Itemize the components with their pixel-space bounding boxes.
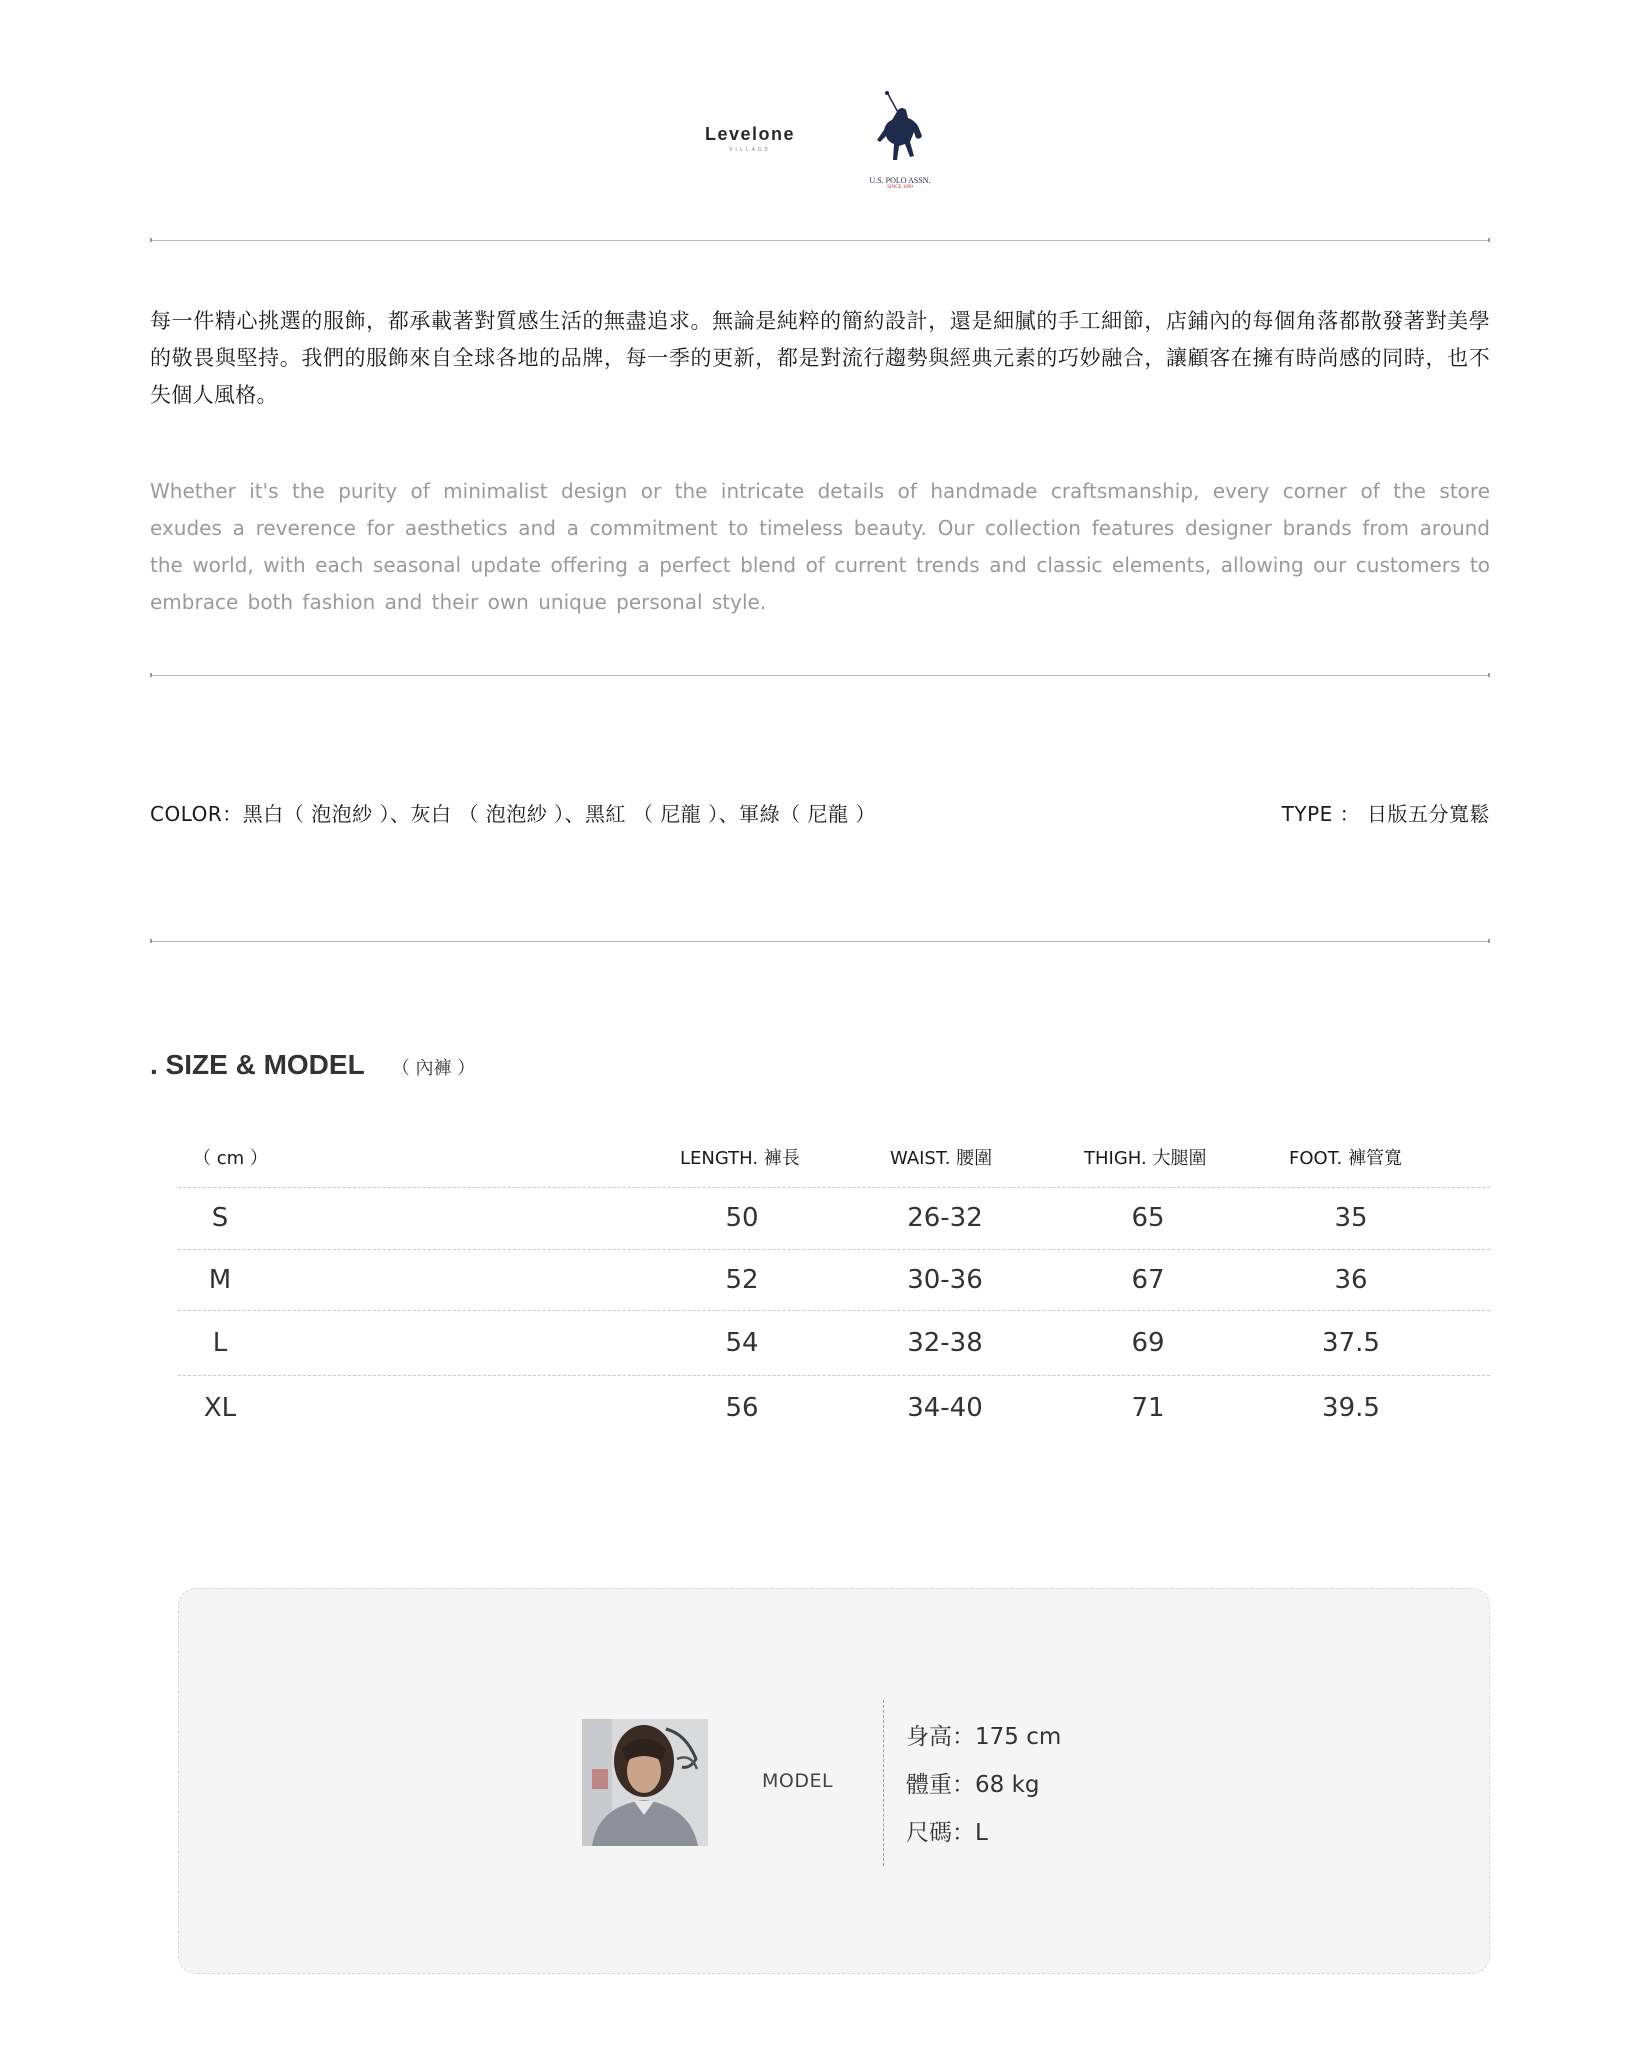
product-type: TYPE ： 日版五分寬鬆	[1281, 802, 1490, 826]
waist-cell: 26-32	[907, 1203, 983, 1233]
table-divider	[178, 1249, 1490, 1250]
table-divider	[178, 1310, 1490, 1311]
size-cell: S	[211, 1203, 229, 1233]
intro-english: Whether it's the purity of minimalist design or the intricate details of handmade craftsmanship, every corner of the store exudes a reverence for aesthetics and a commitment to timeless beauty. Our collection features designer brands from around the world, with each seasonal update offering a perfect blend of current trends and classic elements, allowing our customers to embrace both fashion and their own unique personal style.	[150, 479, 1490, 614]
col-thigh: THIGH. 大腿圍	[1084, 1148, 1207, 1169]
waist-cell: 30-36	[907, 1265, 983, 1295]
model-height: 身高：175 cm	[906, 1724, 1062, 1750]
model-divider	[883, 1700, 884, 1866]
divider	[150, 240, 1490, 241]
col-waist: WAIST. 腰圍	[890, 1148, 993, 1169]
color-options: COLOR：黑白（ 泡泡紗 ）、灰白 （ 泡泡紗 ）、黑紅 （ 尼龍 ）、軍綠（ 尼龍 ）	[150, 802, 876, 826]
model-weight: 體重：68 kg	[906, 1772, 1040, 1798]
size-heading	[150, 1049, 475, 1081]
model-photo	[582, 1719, 708, 1846]
model-size: 尺碼：L	[906, 1820, 988, 1846]
thigh-cell: 69	[1131, 1328, 1165, 1358]
polo-logo-text: U.S. POLO ASSN.	[869, 176, 931, 185]
foot-cell: 39.5	[1322, 1393, 1380, 1423]
intro-chinese: 每一件精心挑選的服飾，都承載著對質感生活的無盡追求。無論是純粹的簡約設計，還是細膩的手工細節，店鋪內的每個角落都散發著對美學的敬畏與堅持。我們的服飾來自全球各地的品牌，每一季的更新，都是對流行趨勢與經典元素的巧妙融合，讓顧客在擁有時尚感的同時，也不失個人風格。	[150, 309, 1490, 407]
waist-cell: 32-38	[907, 1328, 983, 1358]
length-cell: 52	[725, 1265, 759, 1295]
size-cell: XL	[203, 1393, 237, 1423]
size-cell: M	[208, 1265, 232, 1295]
table-divider	[178, 1375, 1490, 1376]
waist-cell: 34-40	[907, 1393, 983, 1423]
col-length: LENGTH. 褲長	[680, 1148, 800, 1169]
levelone-logo-text: Levelone	[704, 124, 796, 144]
size-subtitle: （ 內褲 ）	[391, 1058, 476, 1079]
levelone-logo	[690, 124, 810, 153]
size-cell: L	[212, 1328, 228, 1358]
divider	[150, 941, 1490, 942]
length-cell: 54	[725, 1328, 759, 1358]
polo-logo-since: SINCE 1890	[887, 185, 913, 190]
model-card	[178, 1588, 1490, 1974]
foot-cell: 35	[1334, 1203, 1368, 1233]
table-divider	[178, 1187, 1490, 1188]
us-polo-logo	[860, 90, 940, 190]
polo-player-icon	[870, 90, 930, 170]
divider	[150, 675, 1490, 676]
foot-cell: 37.5	[1322, 1328, 1380, 1358]
unit-label: （ cm ）	[193, 1148, 268, 1169]
levelone-logo-sub: VILLAGE	[729, 147, 771, 153]
thigh-cell: 67	[1131, 1265, 1165, 1295]
thigh-cell: 65	[1131, 1203, 1165, 1233]
foot-cell: 36	[1334, 1265, 1368, 1295]
thigh-cell: 71	[1131, 1393, 1165, 1423]
model-label: MODEL	[762, 1770, 834, 1792]
size-title: . SIZE & MODEL	[150, 1049, 365, 1080]
col-foot: FOOT. 褲管寬	[1289, 1148, 1402, 1169]
length-cell: 56	[725, 1393, 759, 1423]
length-cell: 50	[725, 1203, 759, 1233]
